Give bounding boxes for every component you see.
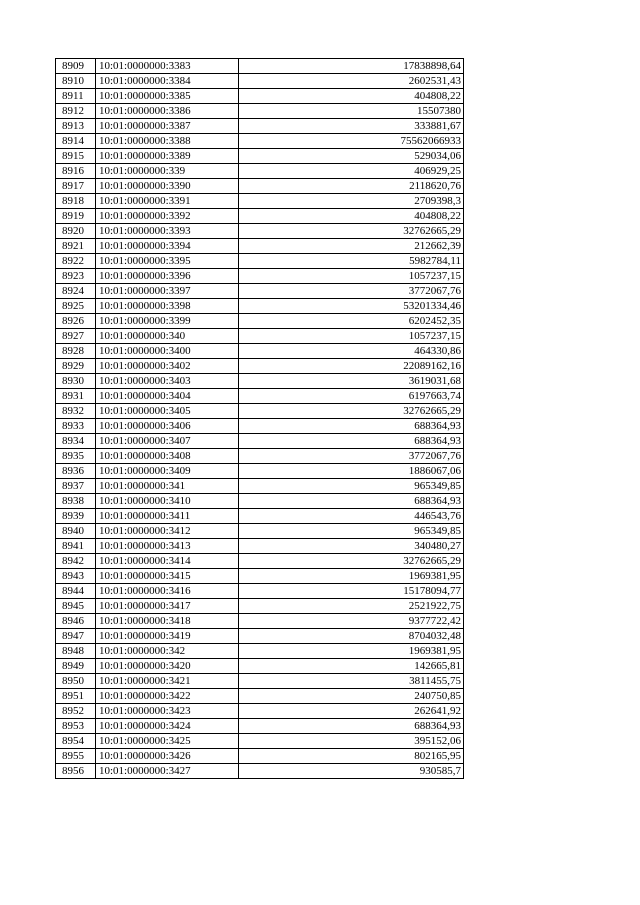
value-cell: 1969381,95 xyxy=(239,569,464,584)
table-row xyxy=(56,704,464,719)
value-cell: 340480,27 xyxy=(239,539,464,554)
cadastral-code-cell: 10:01:0000000:3388 xyxy=(96,134,239,149)
table-body xyxy=(56,59,464,779)
table-row xyxy=(56,104,464,119)
row-number-cell: 8928 xyxy=(56,344,96,359)
row-number-cell: 8916 xyxy=(56,164,96,179)
row-number-cell: 8935 xyxy=(56,449,96,464)
value-cell: 406929,25 xyxy=(239,164,464,179)
table-row xyxy=(56,539,464,554)
value-cell: 53201334,46 xyxy=(239,299,464,314)
value-cell: 240750,85 xyxy=(239,689,464,704)
cadastral-code-cell: 10:01:0000000:3413 xyxy=(96,539,239,554)
value-cell: 212662,39 xyxy=(239,239,464,254)
row-number-cell: 8909 xyxy=(56,59,96,74)
value-cell: 262641,92 xyxy=(239,704,464,719)
cadastral-code-cell: 10:01:0000000:3398 xyxy=(96,299,239,314)
cadastral-code-cell: 10:01:0000000:3410 xyxy=(96,494,239,509)
value-cell: 2709398,3 xyxy=(239,194,464,209)
value-cell: 32762665,29 xyxy=(239,404,464,419)
row-number-cell: 8953 xyxy=(56,719,96,734)
row-number-cell: 8938 xyxy=(56,494,96,509)
row-number-cell: 8920 xyxy=(56,224,96,239)
table-row xyxy=(56,494,464,509)
table-row xyxy=(56,74,464,89)
row-number-cell: 8922 xyxy=(56,254,96,269)
row-number-cell: 8913 xyxy=(56,119,96,134)
value-cell: 3811455,75 xyxy=(239,674,464,689)
table-row xyxy=(56,569,464,584)
table-row xyxy=(56,389,464,404)
table-row xyxy=(56,284,464,299)
cadastral-code-cell: 10:01:0000000:342 xyxy=(96,644,239,659)
table-row xyxy=(56,269,464,284)
cadastral-code-cell: 10:01:0000000:3386 xyxy=(96,104,239,119)
table-row xyxy=(56,749,464,764)
table-row xyxy=(56,179,464,194)
row-number-cell: 8931 xyxy=(56,389,96,404)
row-number-cell: 8921 xyxy=(56,239,96,254)
row-number-cell: 8914 xyxy=(56,134,96,149)
value-cell: 2602531,43 xyxy=(239,74,464,89)
table-row xyxy=(56,149,464,164)
table-row xyxy=(56,524,464,539)
value-cell: 3619031,68 xyxy=(239,374,464,389)
row-number-cell: 8951 xyxy=(56,689,96,704)
value-cell: 688364,93 xyxy=(239,494,464,509)
cadastral-code-cell: 10:01:0000000:341 xyxy=(96,479,239,494)
table-row xyxy=(56,554,464,569)
row-number-cell: 8945 xyxy=(56,599,96,614)
cadastral-code-cell: 10:01:0000000:3405 xyxy=(96,404,239,419)
cadastral-code-cell: 10:01:0000000:3403 xyxy=(96,374,239,389)
table-row xyxy=(56,479,464,494)
value-cell: 32762665,29 xyxy=(239,224,464,239)
table-row xyxy=(56,659,464,674)
cadastral-code-cell: 10:01:0000000:3416 xyxy=(96,584,239,599)
value-cell: 404808,22 xyxy=(239,89,464,104)
row-number-cell: 8923 xyxy=(56,269,96,284)
value-cell: 395152,06 xyxy=(239,734,464,749)
cadastral-code-cell: 10:01:0000000:3397 xyxy=(96,284,239,299)
value-cell: 22089162,16 xyxy=(239,359,464,374)
table-row xyxy=(56,119,464,134)
value-cell: 32762665,29 xyxy=(239,554,464,569)
cadastral-code-cell: 10:01:0000000:3400 xyxy=(96,344,239,359)
cadastral-code-cell: 10:01:0000000:3393 xyxy=(96,224,239,239)
cadastral-code-cell: 10:01:0000000:3389 xyxy=(96,149,239,164)
value-cell: 75562066933 xyxy=(239,134,464,149)
table-row xyxy=(56,509,464,524)
data-table xyxy=(55,58,464,779)
row-number-cell: 8927 xyxy=(56,329,96,344)
value-cell: 688364,93 xyxy=(239,434,464,449)
table-row xyxy=(56,689,464,704)
table-row xyxy=(56,599,464,614)
table-row xyxy=(56,644,464,659)
row-number-cell: 8911 xyxy=(56,89,96,104)
table-row xyxy=(56,404,464,419)
value-cell: 1886067,06 xyxy=(239,464,464,479)
value-cell: 17838898,64 xyxy=(239,59,464,74)
table-row xyxy=(56,434,464,449)
value-cell: 9377722,42 xyxy=(239,614,464,629)
value-cell: 802165,95 xyxy=(239,749,464,764)
table-row xyxy=(56,209,464,224)
table-row xyxy=(56,764,464,779)
table-row xyxy=(56,614,464,629)
row-number-cell: 8937 xyxy=(56,479,96,494)
cadastral-code-cell: 10:01:0000000:3421 xyxy=(96,674,239,689)
row-number-cell: 8954 xyxy=(56,734,96,749)
table-row xyxy=(56,449,464,464)
row-number-cell: 8952 xyxy=(56,704,96,719)
cadastral-code-cell: 10:01:0000000:3383 xyxy=(96,59,239,74)
cadastral-code-cell: 10:01:0000000:3407 xyxy=(96,434,239,449)
value-cell: 688364,93 xyxy=(239,719,464,734)
cadastral-code-cell: 10:01:0000000:3385 xyxy=(96,89,239,104)
value-cell: 142665,81 xyxy=(239,659,464,674)
cadastral-code-cell: 10:01:0000000:3394 xyxy=(96,239,239,254)
value-cell: 3772067,76 xyxy=(239,449,464,464)
table-row xyxy=(56,329,464,344)
row-number-cell: 8930 xyxy=(56,374,96,389)
cadastral-code-cell: 10:01:0000000:3404 xyxy=(96,389,239,404)
row-number-cell: 8939 xyxy=(56,509,96,524)
table-row xyxy=(56,359,464,374)
table-row xyxy=(56,734,464,749)
row-number-cell: 8918 xyxy=(56,194,96,209)
value-cell: 1057237,15 xyxy=(239,329,464,344)
value-cell: 446543,76 xyxy=(239,509,464,524)
row-number-cell: 8929 xyxy=(56,359,96,374)
table-row xyxy=(56,239,464,254)
value-cell: 688364,93 xyxy=(239,419,464,434)
cadastral-code-cell: 10:01:0000000:3396 xyxy=(96,269,239,284)
cadastral-code-cell: 10:01:0000000:3408 xyxy=(96,449,239,464)
cadastral-code-cell: 10:01:0000000:3423 xyxy=(96,704,239,719)
row-number-cell: 8950 xyxy=(56,674,96,689)
cadastral-code-cell: 10:01:0000000:3387 xyxy=(96,119,239,134)
value-cell: 6202452,35 xyxy=(239,314,464,329)
table-row xyxy=(56,464,464,479)
row-number-cell: 8924 xyxy=(56,284,96,299)
table-row xyxy=(56,719,464,734)
row-number-cell: 8910 xyxy=(56,74,96,89)
cadastral-code-cell: 10:01:0000000:3424 xyxy=(96,719,239,734)
row-number-cell: 8933 xyxy=(56,419,96,434)
row-number-cell: 8956 xyxy=(56,764,96,779)
value-cell: 965349,85 xyxy=(239,479,464,494)
cadastral-code-cell: 10:01:0000000:339 xyxy=(96,164,239,179)
row-number-cell: 8941 xyxy=(56,539,96,554)
row-number-cell: 8936 xyxy=(56,464,96,479)
row-number-cell: 8946 xyxy=(56,614,96,629)
row-number-cell: 8915 xyxy=(56,149,96,164)
cadastral-code-cell: 10:01:0000000:3412 xyxy=(96,524,239,539)
row-number-cell: 8955 xyxy=(56,749,96,764)
table-row xyxy=(56,584,464,599)
row-number-cell: 8926 xyxy=(56,314,96,329)
cadastral-code-cell: 10:01:0000000:3402 xyxy=(96,359,239,374)
row-number-cell: 8942 xyxy=(56,554,96,569)
cadastral-code-cell: 10:01:0000000:3399 xyxy=(96,314,239,329)
row-number-cell: 8944 xyxy=(56,584,96,599)
cadastral-code-cell: 10:01:0000000:3418 xyxy=(96,614,239,629)
row-number-cell: 8943 xyxy=(56,569,96,584)
row-number-cell: 8917 xyxy=(56,179,96,194)
table-row xyxy=(56,224,464,239)
cadastral-code-cell: 10:01:0000000:3384 xyxy=(96,74,239,89)
value-cell: 6197663,74 xyxy=(239,389,464,404)
value-cell: 404808,22 xyxy=(239,209,464,224)
row-number-cell: 8932 xyxy=(56,404,96,419)
table-row xyxy=(56,299,464,314)
cadastral-code-cell: 10:01:0000000:3391 xyxy=(96,194,239,209)
row-number-cell: 8912 xyxy=(56,104,96,119)
cadastral-code-cell: 10:01:0000000:3406 xyxy=(96,419,239,434)
cadastral-code-cell: 10:01:0000000:3395 xyxy=(96,254,239,269)
cadastral-code-cell: 10:01:0000000:3390 xyxy=(96,179,239,194)
cadastral-code-cell: 10:01:0000000:340 xyxy=(96,329,239,344)
cadastral-code-cell: 10:01:0000000:3425 xyxy=(96,734,239,749)
table-row xyxy=(56,314,464,329)
value-cell: 464330,86 xyxy=(239,344,464,359)
row-number-cell: 8948 xyxy=(56,644,96,659)
table-row xyxy=(56,344,464,359)
cadastral-code-cell: 10:01:0000000:3409 xyxy=(96,464,239,479)
table-row xyxy=(56,134,464,149)
value-cell: 2118620,76 xyxy=(239,179,464,194)
cadastral-code-cell: 10:01:0000000:3392 xyxy=(96,209,239,224)
table-row xyxy=(56,674,464,689)
value-cell: 930585,7 xyxy=(239,764,464,779)
table-row xyxy=(56,419,464,434)
table-row xyxy=(56,164,464,179)
value-cell: 15178094,77 xyxy=(239,584,464,599)
cadastral-code-cell: 10:01:0000000:3417 xyxy=(96,599,239,614)
value-cell: 2521922,75 xyxy=(239,599,464,614)
row-number-cell: 8934 xyxy=(56,434,96,449)
value-cell: 965349,85 xyxy=(239,524,464,539)
table-row xyxy=(56,194,464,209)
value-cell: 333881,67 xyxy=(239,119,464,134)
cadastral-code-cell: 10:01:0000000:3415 xyxy=(96,569,239,584)
cadastral-code-cell: 10:01:0000000:3420 xyxy=(96,659,239,674)
table-row xyxy=(56,254,464,269)
table-row xyxy=(56,89,464,104)
cadastral-code-cell: 10:01:0000000:3419 xyxy=(96,629,239,644)
table-row xyxy=(56,629,464,644)
cadastral-code-cell: 10:01:0000000:3422 xyxy=(96,689,239,704)
row-number-cell: 8949 xyxy=(56,659,96,674)
row-number-cell: 8940 xyxy=(56,524,96,539)
row-number-cell: 8947 xyxy=(56,629,96,644)
value-cell: 529034,06 xyxy=(239,149,464,164)
value-cell: 15507380 xyxy=(239,104,464,119)
value-cell: 1969381,95 xyxy=(239,644,464,659)
row-number-cell: 8919 xyxy=(56,209,96,224)
cadastral-code-cell: 10:01:0000000:3427 xyxy=(96,764,239,779)
cadastral-code-cell: 10:01:0000000:3411 xyxy=(96,509,239,524)
value-cell: 5982784,11 xyxy=(239,254,464,269)
table-row xyxy=(56,59,464,74)
cadastral-code-cell: 10:01:0000000:3414 xyxy=(96,554,239,569)
value-cell: 1057237,15 xyxy=(239,269,464,284)
table-row xyxy=(56,374,464,389)
row-number-cell: 8925 xyxy=(56,299,96,314)
value-cell: 8704032,48 xyxy=(239,629,464,644)
value-cell: 3772067,76 xyxy=(239,284,464,299)
cadastral-code-cell: 10:01:0000000:3426 xyxy=(96,749,239,764)
